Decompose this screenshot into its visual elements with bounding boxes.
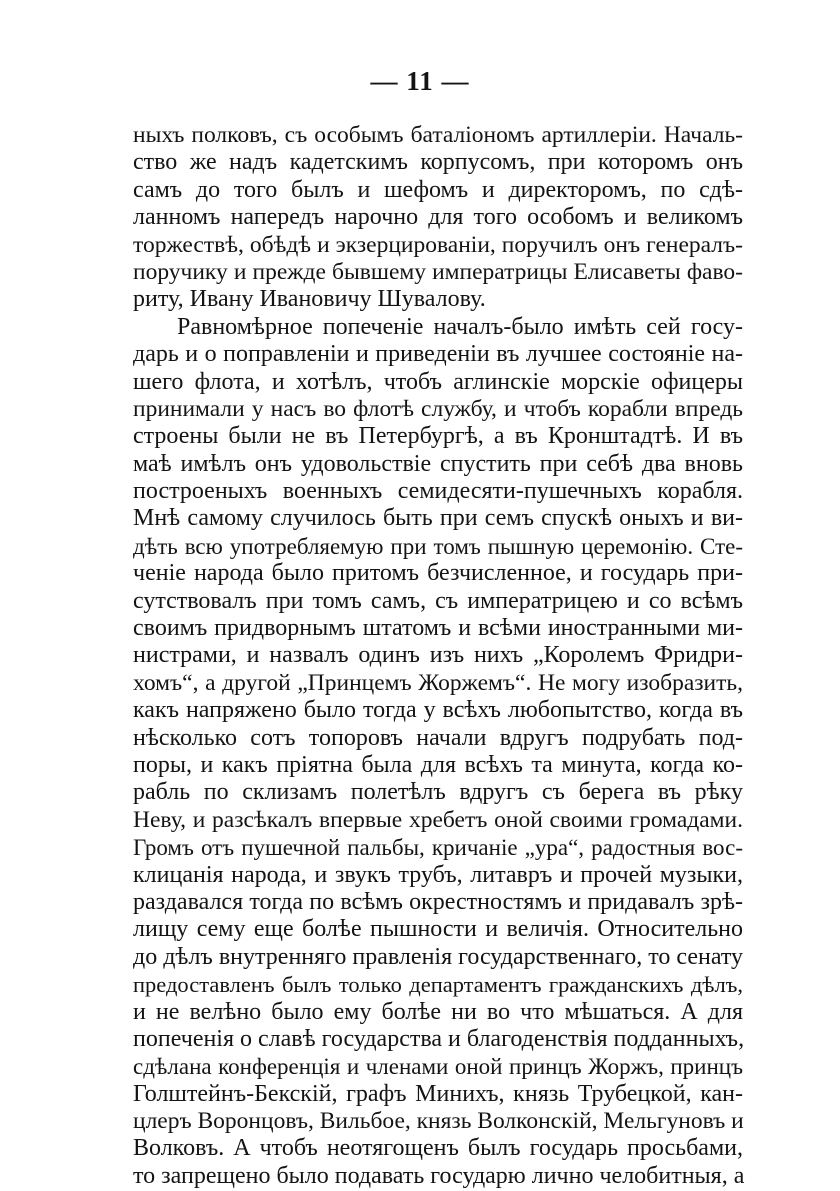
- text-line: шего флота, и хотѣлъ, чтобъ аглинскіе морскіе офицеры: [133, 368, 743, 395]
- text-line: дарь и о поправленіи и приведеніи въ лучшее состояніе на-: [133, 341, 743, 368]
- text-line: попеченія о славѣ государства и благоденствія подданныхъ,: [133, 1025, 745, 1052]
- page-number: — 11 —: [370, 66, 470, 96]
- text-line: сутствовалъ при томъ самъ, съ императрицею и со всѣмъ: [133, 587, 743, 614]
- text-line: строены были не въ Петербургѣ, а въ Кронштадтѣ. И въ: [133, 423, 743, 450]
- text-line: цлеръ Воронцовъ, Вильбое, князь Волконскій, Мельгуновъ и: [133, 1108, 744, 1135]
- text-line: дѣть всю употребляемую при томъ пышную церемонію. Сте-: [133, 533, 743, 559]
- text-line: торжествѣ, обѣдѣ и экзерцированіи, поручилъ онъ генералъ-: [133, 231, 743, 258]
- text-line: клицанія народа, и звукъ трубъ, литавръ и прочей музыки,: [133, 861, 743, 888]
- text-line: своимъ придворнымъ штатомъ и всѣми иностранными ми-: [133, 615, 743, 642]
- text-line: ство же надъ кадетскимъ корпусомъ, при которомъ онъ: [133, 149, 743, 176]
- text-line: Голштейнъ-Бекскій, графъ Минихъ, князь Трубецкой, кан-: [133, 1080, 743, 1107]
- text-line: построеныхъ военныхъ семидесяти-пушечныхъ корабля.: [133, 478, 743, 505]
- text-line: поручику и прежде бывшему императрицы Елисаветы фаво-: [133, 258, 743, 285]
- text-line: до дѣлъ внутренняго правленія государственнаго, то сенату: [133, 943, 744, 970]
- text-line: ченіе народа было притомъ безчисленное, и государь при-: [133, 560, 743, 587]
- text-line: и не велѣно было ему болѣе ни во что мѣшаться. А для: [133, 998, 743, 1025]
- text-line: то запрещено было подавать государю лично челобитныя, а: [133, 1162, 745, 1189]
- text-line: принимали у насъ во флотѣ службу, и чтобъ корабли впредь: [133, 395, 743, 422]
- text-line: Неву, и разсѣкалъ впервые хребетъ оной своими громадами.: [133, 806, 743, 833]
- text-line: самъ до того былъ и шефомъ и директоромъ, по сдѣ-: [133, 176, 743, 203]
- text-line: сдѣлана конференція и членами оной принцъ Жоржъ, принцъ: [133, 1054, 743, 1080]
- text-line: раздавался тогда по всѣмъ окрестностямъ и придавалъ зрѣ-: [133, 888, 743, 915]
- text-line: нистрами, и назвалъ одинъ изъ нихъ „Королемъ Фридри-: [133, 642, 743, 669]
- text-line: ланномъ напередъ нарочно для того особомъ и великомъ: [133, 204, 743, 231]
- text-line: предоставленъ былъ только департаментъ гражданскихъ дѣлъ,: [133, 972, 743, 998]
- text-line: нѣсколько сотъ топоровъ начали вдругъ подрубать под-: [133, 724, 743, 751]
- text-line: Громъ отъ пушечной пальбы, кричаніе „ура“, радостныя вос-: [133, 835, 743, 861]
- text-line: рабль по склизамъ полетѣлъ вдругъ съ берега въ рѣку: [133, 779, 743, 806]
- paragraph-start-line: Равномѣрное попеченіе началъ-было имѣть сей госу-: [177, 313, 743, 340]
- text-line: какъ напряжено было тогда у всѣхъ любопытство, когда въ: [133, 697, 743, 724]
- text-line: Волковъ. А чтобъ неотягощенъ былъ государь просьбами,: [133, 1135, 743, 1162]
- text-line: хомъ“, а другой „Принцемъ Жоржемъ“. Не могу изобразить,: [133, 669, 743, 696]
- text-line: поры, и какъ пріятна была для всѣхъ та минута, когда ко-: [133, 751, 743, 778]
- text-line: Мнѣ самому случилось быть при семъ спускѣ оныхъ и ви-: [133, 505, 743, 532]
- text-line: лищу сему еще болѣе пышности и величія. Относительно: [133, 916, 743, 943]
- text-line: риту, Ивану Ивановичу Шувалову.: [133, 286, 486, 313]
- text-line: ныхъ полковъ, съ особымъ баталіономъ артиллеріи. Началь-: [133, 122, 743, 148]
- body-text: [133, 122, 743, 1190]
- text-line: маѣ имѣлъ онъ удовольствіе спустить при себѣ два вновь: [133, 450, 743, 477]
